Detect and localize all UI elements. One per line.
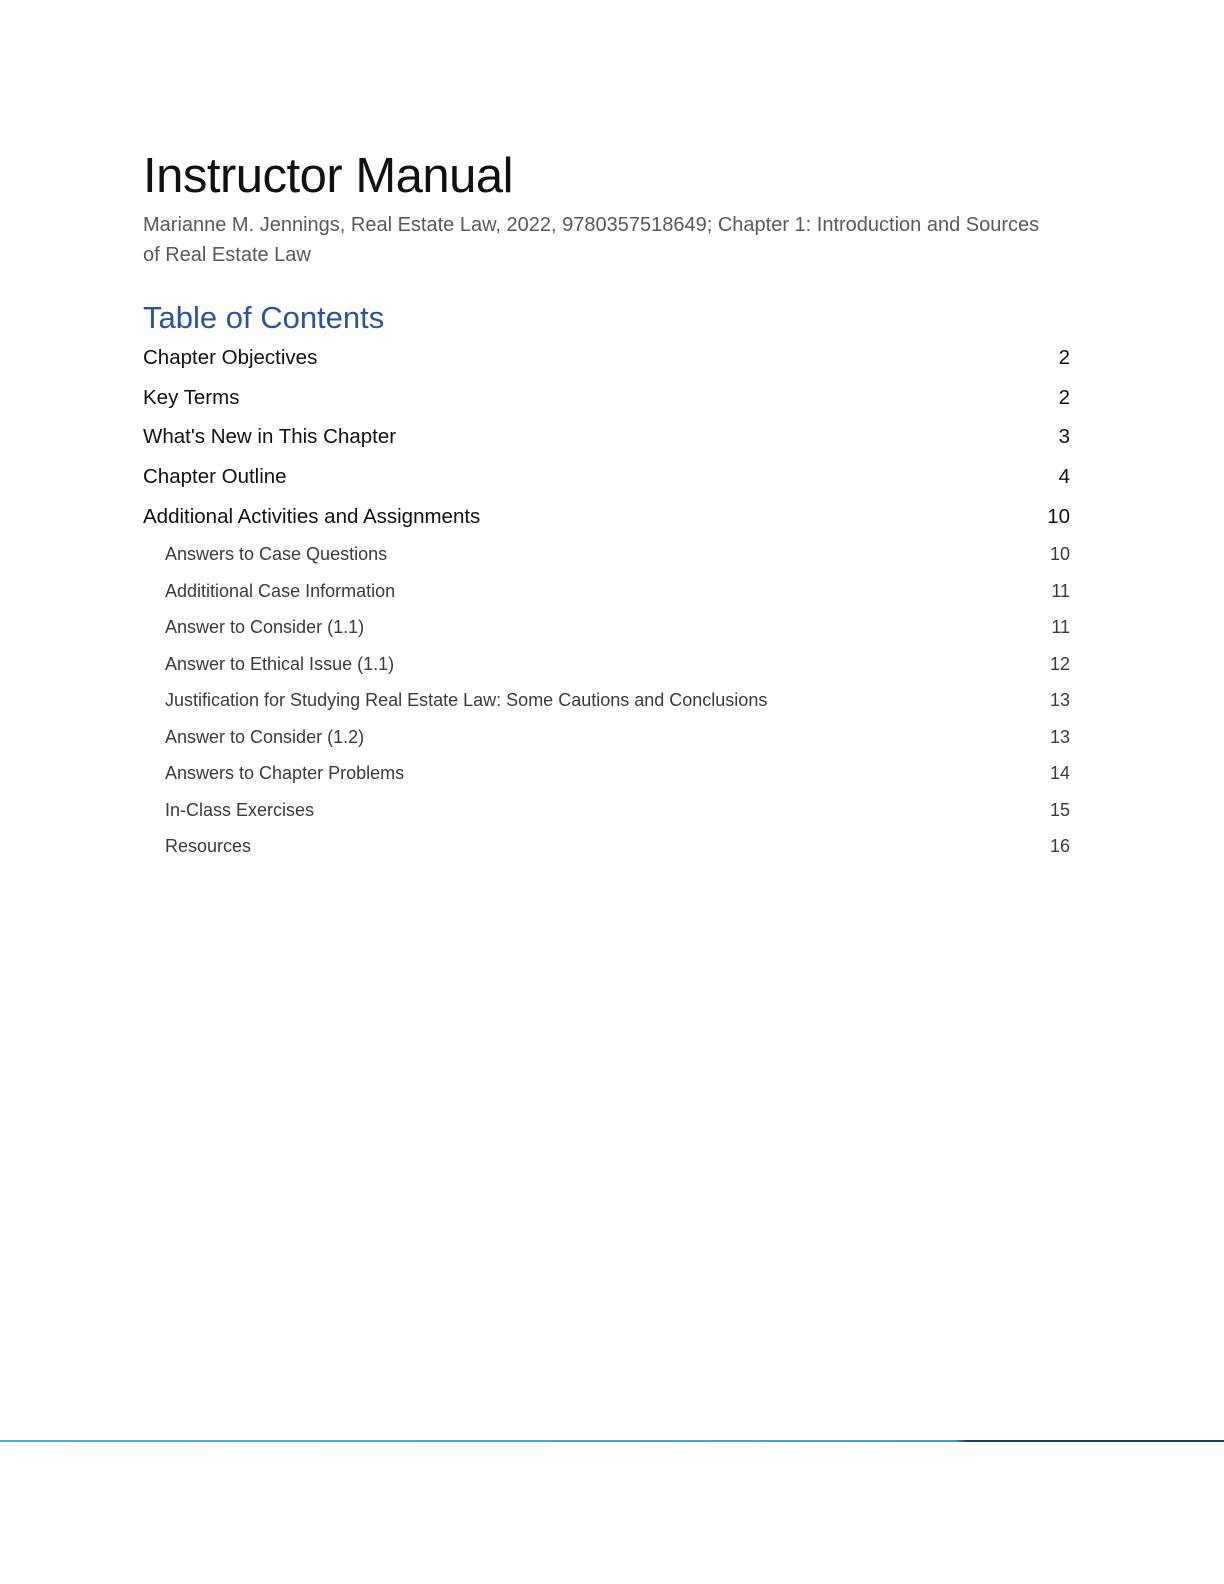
- document-title: Instructor Manual: [143, 149, 514, 203]
- toc-entry-in-class-exercises[interactable]: [143, 792, 1070, 829]
- toc-entry-page: 14: [1049, 763, 1070, 784]
- footer-rule: [0, 1440, 1224, 1442]
- toc-entry-page: 10: [1049, 544, 1070, 565]
- toc-entry-label: Answer to Consider (1.1): [165, 617, 365, 638]
- toc-entry-label: Addititional Case Information: [165, 580, 396, 601]
- toc-entry-key-terms[interactable]: [143, 378, 1070, 418]
- toc-entry-page: 11: [1051, 617, 1070, 638]
- toc-entry-answer-consider-1-1[interactable]: [143, 609, 1070, 646]
- toc-heading: Table of Contents: [143, 300, 385, 335]
- toc-entry-justification[interactable]: [143, 682, 1070, 719]
- toc-entry-page: 12: [1049, 653, 1070, 674]
- toc-entry-label: Answer to Consider (1.2): [165, 726, 365, 747]
- toc-entry-page: 16: [1049, 836, 1070, 857]
- toc-entry-label: What's New in This Chapter: [143, 425, 397, 449]
- toc-entry-additional-activities[interactable]: [143, 497, 1070, 537]
- toc-entry-answer-ethical-issue[interactable]: [143, 646, 1070, 683]
- toc-entry-chapter-outline[interactable]: [143, 457, 1070, 497]
- toc-entry-answer-consider-1-2[interactable]: [143, 719, 1070, 756]
- toc-entry-page: 2: [1058, 346, 1070, 369]
- toc-entry-page: 2: [1058, 385, 1070, 409]
- toc-entry-page: 13: [1049, 726, 1070, 747]
- toc-entry-page: 15: [1049, 799, 1070, 820]
- page-content: [143, 146, 1070, 865]
- document-subtitle: Marianne M. Jennings, Real Estate Law, 2022, 9780357518649; Chapter 1: Introduction and Sources of Real Estate Law: [143, 214, 1040, 266]
- toc-entry-page: 13: [1049, 690, 1070, 711]
- toc-entry-resources[interactable]: [143, 828, 1070, 865]
- toc-entry-label: Chapter Outline: [143, 465, 287, 489]
- toc-entry-label: Answers to Chapter Problems: [165, 763, 405, 784]
- toc-entry-answers-case-questions[interactable]: [143, 536, 1070, 573]
- toc-entry-label: Additional Activities and Assignments: [143, 504, 481, 528]
- toc-entry-label: In-Class Exercises: [165, 799, 315, 820]
- toc-entry-label: Resources: [165, 836, 252, 857]
- toc-entry-page: 11: [1051, 580, 1070, 601]
- toc-entry-label: Chapter Objectives: [143, 346, 318, 369]
- toc-entry-chapter-objectives[interactable]: [143, 338, 1070, 378]
- toc-entry-label: Key Terms: [143, 385, 240, 409]
- toc-entry-page: 4: [1058, 465, 1070, 489]
- toc-entry-label: Justification for Studying Real Estate Law: Some Cautions and Conclusions: [165, 690, 768, 711]
- toc-entry-page: 3: [1058, 425, 1070, 449]
- toc-entry-label: Answer to Ethical Issue (1.1): [165, 653, 395, 674]
- toc-entry-whats-new[interactable]: [143, 417, 1070, 457]
- toc-entry-page: 10: [1047, 504, 1070, 528]
- toc-entry-label: Answers to Case Questions: [165, 544, 388, 565]
- toc-entry-additional-case-information[interactable]: [143, 573, 1070, 610]
- table-of-contents: [143, 338, 1070, 865]
- toc-entry-answers-chapter-problems[interactable]: [143, 755, 1070, 792]
